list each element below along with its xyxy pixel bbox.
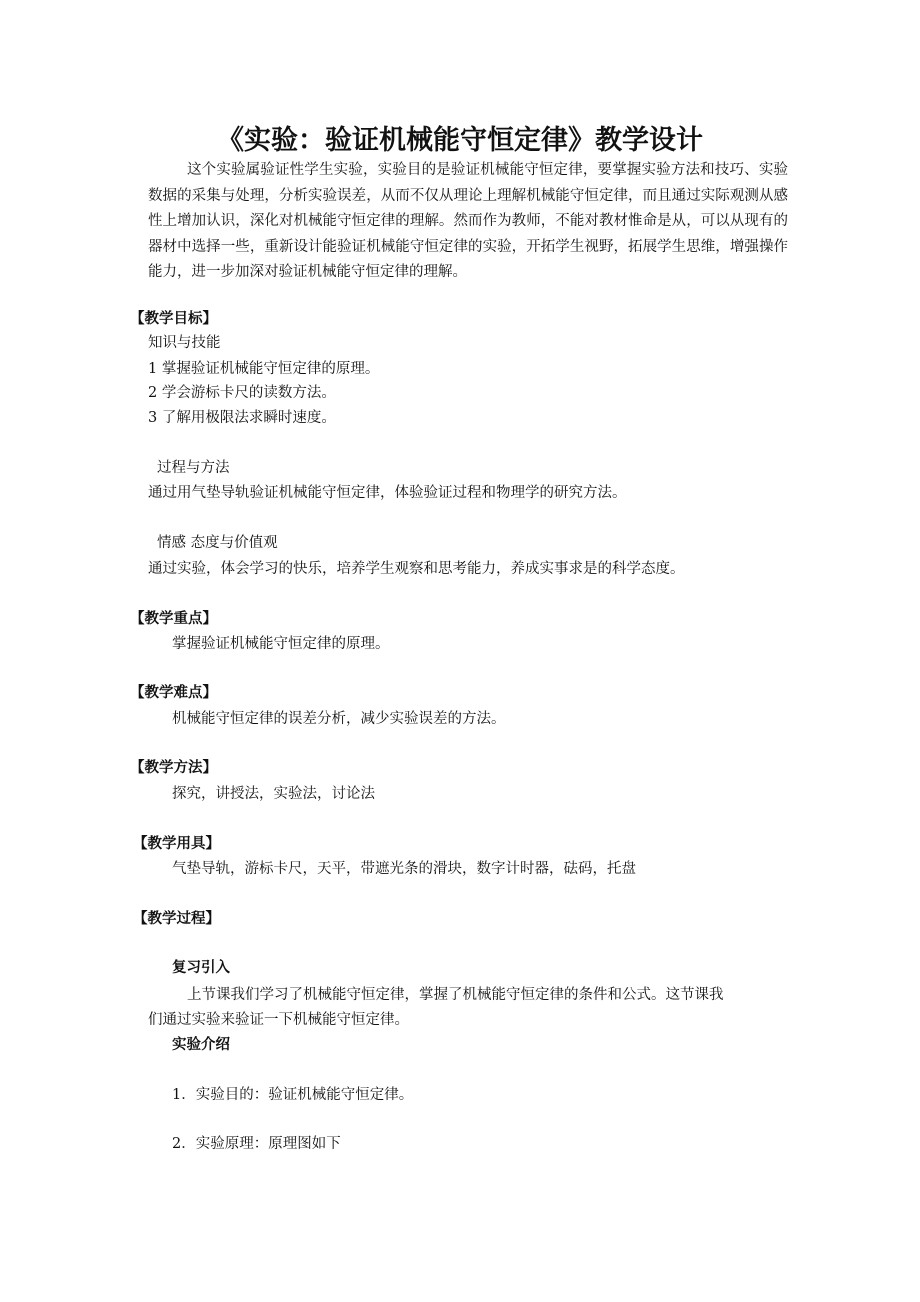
key-heading: 【教学重点】 <box>130 610 217 627</box>
goals-heading: 【教学目标】 <box>130 310 217 327</box>
tools-heading: 【教学用具】 <box>133 835 220 852</box>
emotion-label: 情感 态度与价值观 <box>157 535 278 551</box>
difficulty-heading: 【教学难点】 <box>130 684 217 701</box>
knowledge-label: 知识与技能 <box>148 335 221 351</box>
goal-item: 2 学会游标卡尺的读数方法。 <box>148 385 336 401</box>
review-heading: 复习引入 <box>172 959 230 976</box>
goal-item: 3 了解用极限法求瞬时速度。 <box>148 410 336 426</box>
process-heading: 【教学过程】 <box>133 910 220 927</box>
experiment-step: 2．实验原理：原理图如下 <box>172 1136 341 1152</box>
difficulty-text: 机械能守恒定律的误差分析，减少实验误差的方法。 <box>172 711 506 727</box>
methods-heading: 【教学方法】 <box>130 759 217 776</box>
experiment-intro-heading: 实验介绍 <box>172 1036 230 1053</box>
key-text: 掌握验证机械能守恒定律的原理。 <box>172 636 390 652</box>
goal-item: 1 掌握验证机械能守恒定律的原理。 <box>148 361 380 377</box>
intro-paragraph: 这个实验属验证性学生实验，实验目的是验证机械能守恒定律，要掌握实验方法和技巧、实验数据的采集与处理，分析实验误差，从而不仅从理论上理解机械能守恒定律，而且通过实际观测从感性上增加认识，深化对机械能守恒定律的理解。然而作为教师，不能对教材惟命是从，可以从现有的器材中选择一些，重新设计能验证机械能守恒定律的实验，开拓学生视野，拓展学生思维，增强操作能力，进一步加深对验证机械能守恒定律的理解。 <box>148 162 788 281</box>
process-text: 通过用气垫导轨验证机械能守恒定律，体验验证过程和物理学的研究方法。 <box>148 485 627 501</box>
tools-text: 气垫导轨，游标卡尺，天平，带遮光条的滑块，数字计时器，砝码，托盘 <box>172 861 636 877</box>
methods-text: 探究，讲授法，实验法，讨论法 <box>172 786 375 802</box>
process-label: 过程与方法 <box>157 460 230 476</box>
experiment-step: 1．实验目的：验证机械能守恒定律。 <box>172 1087 414 1103</box>
review-text: 上节课我们学习了机械能守恒定律，掌握了机械能守恒定律的条件和公式。这节课我 <box>187 987 724 1003</box>
review-text: 们通过实验来验证一下机械能守恒定律。 <box>148 1012 409 1028</box>
document-title: 《实验：验证机械能守恒定律》教学设计 <box>217 125 703 156</box>
emotion-text: 通过实验，体会学习的快乐，培养学生观察和思考能力，养成实事求是的科学态度。 <box>148 561 685 577</box>
